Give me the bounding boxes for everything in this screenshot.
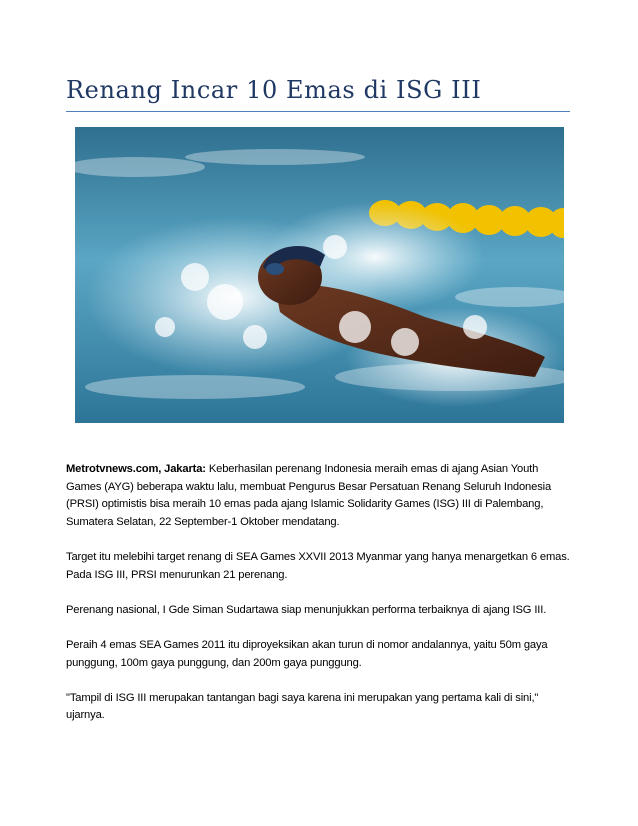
- body-paragraph: Target itu melebihi target renang di SEA Games XXVII 2013 Myanmar yang hanya menargetkan 6 emas. Pada ISG III, PRSI menurunkan 21 perenang.: [66, 550, 570, 581]
- body-paragraph: Peraih 4 emas SEA Games 2011 itu diproyeksikan akan turun di nomor andalannya, yaitu 50m gaya punggung, 100m gaya punggung, dan 200m gaya punggung.: [66, 638, 548, 669]
- article-photo-swimmer: [75, 127, 564, 423]
- quote-paragraph: "Tampil di ISG III merupakan tantangan bagi saya karena ini merupakan yang pertama kali di sini," ujarnya.: [66, 691, 539, 722]
- article-title: Renang Incar 10 Emas di ISG III: [66, 76, 482, 104]
- swimmer-illustration: [75, 127, 564, 423]
- lead-text: Keberhasilan perenang Indonesia meraih emas di ajang Asian Youth Games (AYG) beberapa waktu lalu, membuat Pengurus Besar Persatuan Renang Seluruh Indonesia (PRSI) optimistis bisa meraih 10 emas pada ajang Islamic Solidarity Games (ISG) III di Palembang, Sumatera Selatan, 22 September-1 Oktober mendatang.: [66, 463, 552, 528]
- dateline: Metrotvnews.com, Jakarta:: [66, 463, 206, 475]
- article-body: [66, 461, 570, 743]
- body-paragraph: Perenang nasional, I Gde Siman Sudartawa siap menunjukkan performa terbaiknya di ajang ISG III.: [66, 603, 547, 616]
- title-underline: [66, 111, 570, 112]
- lead-paragraph: [66, 461, 570, 531]
